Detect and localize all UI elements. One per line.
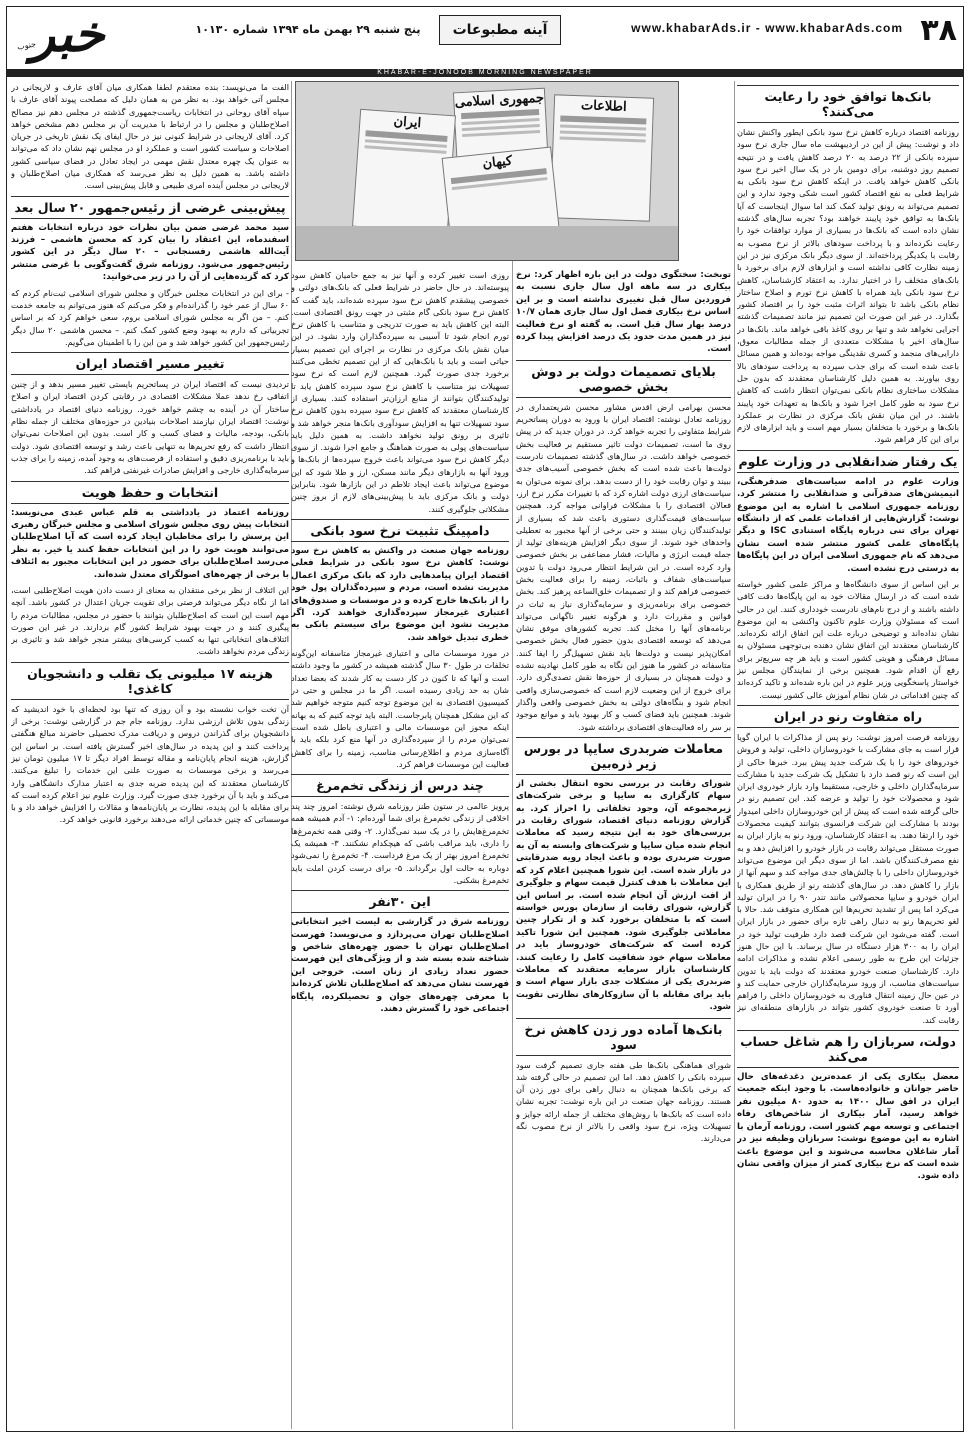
article-lead: وزارت علوم در ادامه سیاست‌های ضدفرهنگی، انیمیشن‌های ضدقرآنی و ضدانقلابی را منتشر کرد. روزنامه جمهوری اسلامی با اشاره به این موضوع نوشت: گزارش‌هایی از اقدامات علمی که از دانشگاه تهران برای تنی درباره پایگاه استنادی ISC و دیگر پایگاه‌های علمی کشور منتشر شده است نشان می‌دهد که نام جمهوری اسلامی ایران در این پایگاه‌ها به درستی درج نشده است.: [737, 476, 959, 574]
article-lead: روزنامه اعتماد در یادداشتی به قلم عباس عبدی می‌نویسد: انتخابات پیش روی مجلس شورای اسلامی و مجلس خبرگان رهبری این پرسش را برای مخاطبان ایجاد کرده است که آیا اصلاح‌طلبان می‌توانند هویت خود را در این انتخابات حفظ کنند یا خیر. به نظر می‌رسد اصلاح‌طلبان برای حضور در این انتخابات مجبور به ائتلاف با برخی از چهره‌های اصولگرای معتدل شده‌اند.: [11, 507, 289, 580]
article-body: پرویز عالمی در ستون طنز روزنامه شرق نوشته: امروز چند پند اخلاقی از زندگی تخم‌مرغ برای شما آورده‌ام: ۱- آدم همیشه همه تخم‌مرغ‌هایش را در یک سبد نمی‌گذارد. ۲- وقتی همه تخم‌مرغ‌ها را داری، باید مراقب باشی که هیچکدام نشکنند. ۳- همیشه یک تخم‌مرغ امروز بهتر از یک مرغ فرداست. ۴- تخم‌مرغ را نمی‌شود دوباره به حالت اول برگرداند. ۵- برای درست کردن املت باید تخم‌مرغ بشکنی.: [291, 801, 509, 885]
text-bar: [560, 137, 646, 143]
column-c: [291, 269, 509, 1429]
newspaper-image: [352, 109, 456, 233]
newspaper-masthead: اطلاعات: [580, 98, 627, 115]
headline-bar: [560, 116, 646, 125]
website-url[interactable]: www.khabarAds.ir - www.khabarAds.com: [631, 21, 903, 35]
article-lead: توبخت: سختگوی دولت در این باره اظهار کرد: نرخ بیکاری در سه ماهه اول سال جاری نسبت به فروردین سال قبل تغییری نداشته است و بر این اساس نرخ بیکاری فصل اول سال جاری همان ۱۰/۷ درصد بهار سال قبل است. به گفته او نرخ فعالیت نیز در همین مدت حدود یک درصد افزایش پیدا کرده است.: [516, 270, 731, 355]
article-lead: سید محمد غرضی ضمن بیان نظرات خود درباره انتخابات هفتم اسفندماه، این اعتقاد را بیان کرد که محسن هاشمی – فرزند آیت‌الله هاشمی رفسنجانی – ۲۰ سال دیگر در این کشور رئیس‌جمهور می‌شود. روزنامه شرق گفت‌وگویی با غرضی منتشر کرد که گزیده‌هایی از آن را در زیر می‌خوانید:: [11, 222, 289, 283]
section-title: آینه مطبوعات: [439, 15, 561, 45]
newspaper-masthead: جمهوری اسلامی: [454, 90, 545, 111]
headline: تغییر مسیر اقتصاد ایران: [11, 352, 289, 375]
column-a: [737, 81, 959, 1429]
headline: دامپینگ تثبیت نرخ سود بانکی: [291, 519, 509, 542]
article-body: محسن بهرامی ارض اقدس مشاور محسن شریعتمداری در روزنامه تعادل نوشته: اقتصاد ایران با ورود به دوران پساتحریم شرایط متفاوتی را تجربه خواهد کرد. در دوران جدید که در پیش روی ما است، تصمیمات دولت تاثیر مستقیم بر فعالیت بخش خصوصی خواهد داشت. در سال‌های گذشته تصمیمات نادرست دولت‌ها باعث شده است که بخش خصوصی آسیب‌های جدی ببیند و توان رقابت خود را از دست بدهد. برای نمونه می‌توان به سیاست‌های ارزی دولت اشاره کرد که با تغییرات مکرر نرخ ارز، فعالان اقتصادی را با مشکلات فراوانی مواجه کرد. همچنین سیاست‌های قیمت‌گذاری دستوری باعث شد که بسیاری از تولیدکنندگان زیان ببینند و حتی برخی از آنها مجبور به تعطیلی واحدهای خود شوند. از سوی دیگر افزایش هزینه‌های تولید از جمله قیمت انرژی و مالیات، فشار مضاعفی بر بخش خصوصی وارد کرده است. در این شرایط انتظار می‌رود دولت با تدوین سیاست‌های شفاف و باثبات، زمینه را برای فعالیت بخش خصوصی فراهم کند و از تصمیمات خلق‌الساعه پرهیز کند. بخش خصوصی برای برنامه‌ریزی و سرمایه‌گذاری نیاز به ثبات در قوانین و مقررات دارد و هرگونه تغییر ناگهانی می‌تواند برنامه‌های آنها را مختل کند. تجربه کشورهای موفق نشان می‌دهد که توسعه اقتصادی بدون حضور فعال بخش خصوصی امکان‌پذیر نیست و دولت‌ها باید نقش تسهیل‌گر را ایفا کنند. متاسفانه در کشور ما هنوز این نگاه به طور کامل نهادینه نشده و دولت همچنان در بسیاری از حوزه‌ها نقش تصدی‌گری دارد. برای خروج از این وضعیت لازم است که خصوصی‌سازی واقعی انجام شود و بنگاه‌های دولتی به بخش خصوصی واقعی واگذار شوند. همچنین باید فضای کسب و کار بهبود یابد و موانع موجود بر سر راه فعالیت‌های اقتصادی برداشته شود.: [516, 401, 731, 732]
article-body: - برای این در انتخابات مجلس خبرگان و مجلس شورای اسلامی ثبت‌نام کردم که ۶۰ سال از عمر خود را گذرانده‌ام و فکر می‌کنم که هنوز می‌توانم به جامعه خدمت کنم. – من اگر به مجلس شورای اسلامی بروم، سعی خواهم کرد که بر اساس تجربیاتی که دارم به بهبود وضع کشور کمک کنم. – محسن هاشمی ۲۰ سال دیگر رئیس‌جمهور این کشور خواهد شد و من این را با اطمینان می‌گویم.: [11, 287, 289, 347]
headline: بانک‌ها آماده دور زدن کاهش نرخ سود: [516, 1018, 731, 1056]
article-body: تردیدی نیست که اقتصاد ایران در پساتحریم بایستی تغییر مسیر بدهد و از چنین اتفاقی رخ ندهد عملا مشکلات اقتصادی در رقابتی کردن اقتصاد ایران و اصلاح ساختار آن در آینده به چشم خواهد خورد. روزنامه دنیای اقتصاد در یادداشتی نوشت: اقتصاد ایران نیازمند اصلاحات بنیادین در حوزه‌های مختلف از جمله نظام بانکی، بودجه، مالیات و فضای کسب و کار است. بدون این اصلاحات نمی‌توان انتظار داشت که رفع تحریم‌ها به تنهایی باعث رشد و توسعه اقتصادی شود. دولت باید با برنامه‌ریزی دقیق و استفاده از فرصت‌های به وجود آمده، زمینه را برای جذب سرمایه‌گذاری خارجی و افزایش صادرات غیرنفتی فراهم کند.: [11, 379, 289, 476]
logo-text: خبر: [31, 6, 105, 63]
headline: پیش‌بینی غرضی از رئیس‌جمهور ۲۰ سال بعد: [11, 196, 289, 219]
headline: دولت، سربازان را هم شاغل حساب می‌کند: [737, 1030, 959, 1068]
article-body: روزنامه اقتصاد درباره کاهش نرخ سود بانکی ایطور واکنش نشان داد و نوشت: پیش از این در اردیبهشت ماه سال جاری نرخ سود سپرده بانکی از ۲۲ درصد به ۲۰ درصد کاهش یافت و در نتیجه تصمیم روز دوشنبه، برای دومین بار در یک سال اخیر نرخ سود بانکی کاهش خواهد یافت. در اینکه کاهش نرخ سود بانکی به شرایط فعلی به نفع اقتصاد کشور است شکی وجود ندارد و این تصمیم می‌تواند به رونق تولید کمک کند اما سوال اینجاست که آیا بانک‌ها به توافق خود پایبند خواهند بود؟ تجربه سال‌های گذشته نشان داده است که بانک‌ها در بسیاری از موارد توافقات خود را رعایت نکرده‌اند و با پرداخت سودهای بالاتر از نرخ مصوب به رقابت با یکدیگر پرداخته‌اند. از سوی دیگر بانک مرکزی نیز در این زمینه نظارت کافی نداشته است و ابزارهای لازم برای برخورد با بانک‌های متخلف را در اختیار ندارد. به اعتقاد کارشناسان، کاهش نرخ سود بانکی باید همراه با کاهش نرخ تورم و اصلاح ساختار نظام بانکی باشد تا بتواند اثرات مثبت خود را بر اقتصاد کشور بگذارد. در غیر این صورت این تصمیم نیز مانند تصمیمات گذشته اجرایی نخواهد شد و تنها بر روی کاغذ باقی خواهد ماند. بانک‌ها در سال‌های اخیر با مشکلات متعددی از جمله مطالبات معوق، دارایی‌های منجمد و کسری نقدینگی مواجه بوده‌اند و همین مسائل باعث شده است که برای جذب سپرده به پرداخت سودهای بالا روی بیاورند. به همین دلیل کارشناسان معتقدند که بدون حل مشکلات ساختاری نظام بانکی نمی‌توان انتظار داشت که کاهش نرخ سود به طور کامل اجرا شود و بانک‌ها به تعهدات خود پایبند باشند. در این میان نقش بانک مرکزی در نظارت بر عملکرد بانک‌ها و برخورد با متخلفان بسیار مهم است و باید ابزارهای لازم برای این کار فراهم شود.: [737, 127, 959, 445]
issue-date: پنج شنبه ۲۹ بهمن ماه ۱۳۹۴ شماره ۱۰۱۳۰: [195, 23, 421, 36]
article-body: شورای هماهنگی بانک‌ها طی هفته جاری تصمیم گرفت سود سپرده بانکی را کاهش دهد. اما این تصمیم در حالی گرفته شد که برخی بانک‌ها همچنان به دنبال راهی برای دور زدن آن هستند. روزنامه جهان صنعت در این باره نوشت: تجربه نشان داده است که بانک‌ها با روش‌های مختلف از جمله ارائه جوایز و تسهیلات ویژه، نرخ سود واقعی را بالاتر از نرخ مصوب نگه می‌دارند.: [516, 1059, 731, 1144]
newspaper-image: [550, 94, 654, 221]
headline: هزینه ۱۷ میلیونی یک تقلب و دانشجویان کاغذی!: [11, 662, 289, 700]
column-d: [11, 81, 289, 1429]
newspaper-masthead: کیهان: [481, 153, 513, 172]
newspaper-page: [6, 6, 964, 1432]
column-b: [516, 269, 731, 1429]
headline-bar: [461, 109, 539, 119]
article-body: آن تخت خواب نشسته بود و آن روزی که تنها بود لحظه‌ای با خود اندیشید که زندگی بدون تلاش ارزشی ندارد. روزنامه جام جم در گزارشی نوشت: برخی از دانشجویان برای گذراندن دروس و دریافت مدرک تحصیلی حاضرند مبالغ هنگفتی پرداخت کنند و این پدیده در سال‌های اخیر گسترش یافته است. بر اساس این گزارش، هزینه انجام پایان‌نامه و مقاله توسط افراد دیگر تا ۱۷ میلیون تومان نیز می‌رسد و برخی موسسات به صورت علنی این خدمات را تبلیغ می‌کنند. کارشناسان معتقدند که این پدیده ضربه جدی به اعتبار مدارک دانشگاهی وارد می‌کند و باید با آن برخورد جدی صورت گیرد. وزارت علوم نیز اعلام کرده است که برای مقابله با این پدیده، نظارت بر پایان‌نامه‌ها و مقالات را افزایش خواهد داد و با موسساتی که چنین خدماتی ارائه می‌دهند برخورد قانونی خواهد کرد.: [11, 703, 289, 825]
article-body: در مورد موسسات مالی و اعتباری غیرمجاز متاسفانه این‌گونه تخلفات در طول ۳۰ سال گذشته همیشه در کشور ما وجود داشته است و آنها که تا کنون در کار دست به کار شدند که بعضا تعداد شان به حد زیادی رسیده است. اگر ما در مجلس و حتی در کمیسیون اقتصادی به این موضوع توجه کنیم متوجه خواهیم شد که این مشکل همچنان پابرجاست. البته باید توجه کنیم که به بهانه اینکه مجوز این موسسات مالی و اعتباری باطل شده است نمی‌توان مردم را از سپرده‌گذاری در آنها منع کرد بلکه باید با آگاه‌سازی مردم و اطلاع‌رسانی مناسب، زمینه را برای کاهش فعالیت این موسسات فراهم کرد.: [291, 648, 509, 769]
logo-tag: جنوب: [16, 39, 37, 52]
text-bar: [560, 131, 646, 137]
article-body: روزنامه فرصت امروز نوشت: رنو پس از مذاکرات با ایران گویا قرار است به جای مشارکت با خودروسازان داخلی، تولید و فروش خودروهای خود را با یک شرکت جدید پیش ببرد. خبرها حاکی از این است که رنو قصد دارد با تشکیل یک شرکت جدید با مشارکت سرمایه‌گذاران داخلی و خارجی، مستقیما وارد بازار خودروی ایران شود و محصولات خود را تولید و عرضه کند. این تصمیم رنو در حالی گرفته شده است که پیش از این خودروسازان داخلی امیدوار بودند با مشارکت این شرکت فرانسوی بتوانند کیفیت محصولات خود را ارتقا دهند. به اعتقاد کارشناسان، ورود رنو به بازار ایران به صورت مستقل می‌تواند رقابت در بازار خودرو را افزایش دهد و به نفع مصرف‌کنندگان باشد. اما از سوی دیگر این موضوع می‌تواند خودروسازان داخلی را با چالش‌های جدی مواجه کند و سهم آنها از بازار را کاهش دهد. در سال‌های گذشته رنو از طریق همکاری با ایران خودرو و سایپا محصولاتی مانند تندر ۹۰ را در ایران تولید می‌کرد اما پس از تشدید تحریم‌ها این همکاری متوقف شد. حالا با لغو تحریم‌ها رنو به دنبال راهی تازه برای حضور در بازار ایران است. گفته می‌شود این شرکت قصد دارد ظرفیت تولید خود در ایران را به ۳۰۰ هزار دستگاه در سال برساند. با این حال هنوز جزئیات این طرح به طور رسمی اعلام نشده و مذاکرات ادامه دارد. کارشناسان صنعت خودرو معتقدند که دولت باید با تدوین سیاست‌های مناسب، از ورود سرمایه‌گذاران خارجی حمایت کند و در عین حال زمینه انتقال فناوری به خودروسازان داخلی را فراهم آورد تا صنعت خودروی کشور بتواند در بازارهای منطقه‌ای نیز رقابت کند.: [737, 731, 959, 1025]
text-bar: [560, 125, 646, 131]
headline: این ۳۰نفر: [291, 890, 509, 913]
text-bar: [462, 130, 540, 137]
photo-foreground: [296, 226, 679, 260]
article-lead: روزنامه شرق در گزارشی به لیست اخیر انتخاباتی اصلاح‌طلبان تهران می‌پردازد و می‌نویسد: فهرست اصلاح‌طلبان تهران با حضور چهره‌های شاخص و شناخته شده بسته شد و از ویژگی‌های این فهرست حضور تعداد زیادی از زنان است. خروجی این فهرست نشان می‌دهد که اصلاح‌طلبان تلاش کرده‌اند با معرفی چهره‌های جوان و تحصیلکرده، پایگاه اجتماعی خود را گسترش دهند.: [291, 917, 509, 1015]
article-body: روزی است تغییر کرده و آنها نیز به جمع حامیان کاهش سود پیوسته‌اند. در حال حاضر در شرایط فعلی که بانک‌های دولتی و خصوصی پیشقدم کاهش نرخ سود سپرده شده‌اند، باید گفت که کاهش نرخ سود بانکی گام مثبتی در جهت رونق اقتصادی است. البته این کاهش باید به صورت تدریجی و متناسب با کاهش نرخ تورم انجام شود تا آسیبی به سپرده‌گذاران وارد نشود. در این میان نقش بانک مرکزی در نظارت بر اجرای این تصمیم بسیار حیاتی است و باید با بانک‌هایی که از این تصمیم تخطی می‌کنند برخورد جدی صورت گیرد. همچنین لازم است که نرخ سود تسهیلات نیز متناسب با کاهش نرخ سود سپرده کاهش یابد تا تولیدکنندگان بتوانند از منابع ارزان‌تر استفاده کنند. بسیاری از کارشناسان معتقدند که کاهش نرخ سود سپرده بدون کاهش نرخ سود تسهیلات تنها به افزایش سودآوری بانک‌ها منجر خواهد شد و تاثیری بر رونق تولید نخواهد داشت. به همین دلیل باید سیاست‌های پولی به صورت هماهنگ و جامع اجرا شوند. از سوی دیگر کاهش نرخ سود می‌تواند باعث خروج سپرده‌ها از بانک‌ها و ورود آنها به بازارهای دیگر مانند مسکن، ارز و طلا شود که این موضوع می‌تواند باعث ایجاد تلاطم در این بازارها شود. بنابراین دولت و بانک مرکزی باید با پیش‌بینی‌های لازم از بروز چنین مشکلاتی جلوگیری کنند.: [291, 270, 509, 514]
headline: انتخابات و حفظ هویت: [11, 481, 289, 504]
page-header: [7, 7, 963, 71]
headline: معاملات ضربدری سایپا در بورس زیر ذره‌بین: [516, 737, 731, 775]
article-body: بر این اساس از سوی دانشگاه‌ها و مراکز علمی کشور خواسته شده است که در ارسال مقالات خود به این پایگاه‌ها دقت کافی داشته باشند و از درج نام‌های نادرست خودداری کنند. این در حالی است که مسئولان وزارت علوم تاکنون واکنشی به این موضوع نشان نداده‌اند و توضیحی درباره علت این اتفاق ارائه نکرده‌اند. کارشناسان معتقدند این اتفاق نشان دهنده بی‌توجهی مسئولان به مسائل فرهنگی و هویتی کشور است و باید هر چه سریع‌تر برای رفع آن اقدام شود. همچنین برخی از نمایندگان مجلس نیز خواستار پاسخگویی وزیر علوم در این باره شده‌اند و تاکید کرده‌اند که چنین اقداماتی در شان نظام آموزش عالی کشور نیست.: [737, 578, 959, 700]
article-body: این ائتلاف از نظر برخی منتقدان به معنای از دست دادن هویت اصلاح‌طلبی است، اما از نگاه دیگر می‌تواند فرصتی برای تقویت جریان اعتدال در کشور باشد. آنچه مهم است این است که اصلاح‌طلبان بتوانند با حضور در مجلس، مطالبات مردم را پیگیری کنند و در جهت بهبود شرایط کشور گام بردارند. در غیر این صورت ائتلاف‌های انتخاباتی تنها به کسب کرسی‌های بیشتر منجر خواهد شد و تاثیری بر زندگی مردم نخواهد داشت.: [11, 585, 289, 657]
article-body: الفت ما می‌نویسد: بنده معتقدم لطفا همکاری میان آقای عارف و لاریجانی در مجلس آتی خواهد بود. به نظر من به همان دلیل که مصلحت پیوند آقای عارف با سپاه آقای روحانی در انتخابات ریاست‌جمهوری گذشته در مجلس دهم نیز مصالح اصلاح‌طلبان و مجلس را در ارتباط با مدیریت آن بر مجلس دهم مشخص خواهد کرد. آقای لاریجانی در شرایط کنونی نیز در حال ایفای یک نقش تاریخی در جریان اصلاحات و سیاست کشور است و عملکرد او در مجلس نهم نشان داد که می‌تواند به عنوان یک چهره معتدل نقش مهمی در ایجاد تعادل در فضای سیاسی کشور داشته باشد. به همین دلیل به نظر می‌رسد که همکاری میان اصلاح‌طلبان و لاریجانی در مجلس آینده امری طبیعی و قابل پیش‌بینی است.: [11, 82, 289, 191]
headline: بانک‌ها توافق خود را رعایت می‌کنند؟: [737, 85, 959, 123]
masthead-subline: KHABAR-E-JONOOB MORNING NEWSPAPER: [7, 69, 963, 77]
column-divider: [512, 81, 513, 1429]
article-lead: معضل بیکاری یکی از عمده‌ترین دغدغه‌های حال حاضر جوانان و خانواده‌هاست. با وجود اینکه جمعیت ایران در افق سال ۱۴۰۰ به حدود ۸۰ میلیون نفر خواهد رسید، آمار بیکاری از شاخص‌های رفاه اجتماعی و توسعه مهم کشور است. روزنامه آرمان با اشاره به این موضوع نوشت: سربازان وظیفه نیز در آمار شاغلان محاسبه می‌شوند و این موضوع باعث شده است که نرخ بیکاری کمتر از میزان واقعی نشان داده شود.: [737, 1072, 959, 1182]
headline: راه متفاوت رنو در ایران: [737, 705, 959, 728]
newspapers-photo: [295, 81, 679, 261]
article-lead: شورای رقابت در بررسی نحوه انتقال بخشی از سهام کارگزاری به سایپا و برخی شرکت‌های زیرمجموعه آن، وجود تخلفاتی را احراز کرد. به گزارش روزنامه دنیای اقتصاد، شورای رقابت در بررسی‌های خود به این نتیجه رسید که معاملات انجام شده میان سایپا و شرکت‌های وابسته به آن به صورت ضربدری بوده و باعث ایجاد رویه ضدرقابتی در بازار شده است. این شورا همچنین اعلام کرد که این معاملات با هدف کنترل قیمت سهام و جلوگیری از افت ارزش آن انجام شده است. بر اساس این گزارش، شورای رقابت از سازمان بورس خواسته است که با متخلفان برخورد کند و از تکرار چنین معاملاتی جلوگیری شود. همچنین این شورا تاکید کرده است که شرکت‌های خودروساز باید در معاملات سهام خود شفافیت کامل را رعایت کنند. کارشناسان بازار سرمایه معتقدند که معاملات ضربدری یکی از مشکلات جدی بازار سهام است و باید برای مقابله با آن سازوکارهای نظارتی تقویت شود.: [516, 778, 731, 1013]
page-number: ۳۸: [920, 13, 957, 48]
newspaper-logo: [13, 6, 173, 63]
column-divider: [734, 81, 735, 1429]
headline: یک رفتار ضدانقلابی در وزارت علوم: [737, 450, 959, 473]
headline: چند درس از زندگی تخم‌مرغ: [291, 774, 509, 797]
article-lead: روزنامه جهان صنعت در واکنش به کاهش نرخ سود نوشت: کاهش نرخ سود بانکی در شرایط فعلی اقتصاد ایران پیامدهایی دارد که بانک مرکزی اعمال مدیریت نشده است، مردم و سپرده‌گذاران پول خود را از بانک‌ها خارج کرده و در موسسات و صندوق‌های اعتباری غیرمجاز سپرده‌گذاری خواهند کرد. اگر مدیریت نشود این موضوع برای سیستم بانکی به خطری تبدیل خواهد شد.: [291, 545, 509, 643]
newspaper-masthead: ایران: [393, 114, 422, 132]
headline: بلایای تصمیمات دولت بر دوش بخش خصوصی: [516, 360, 731, 398]
